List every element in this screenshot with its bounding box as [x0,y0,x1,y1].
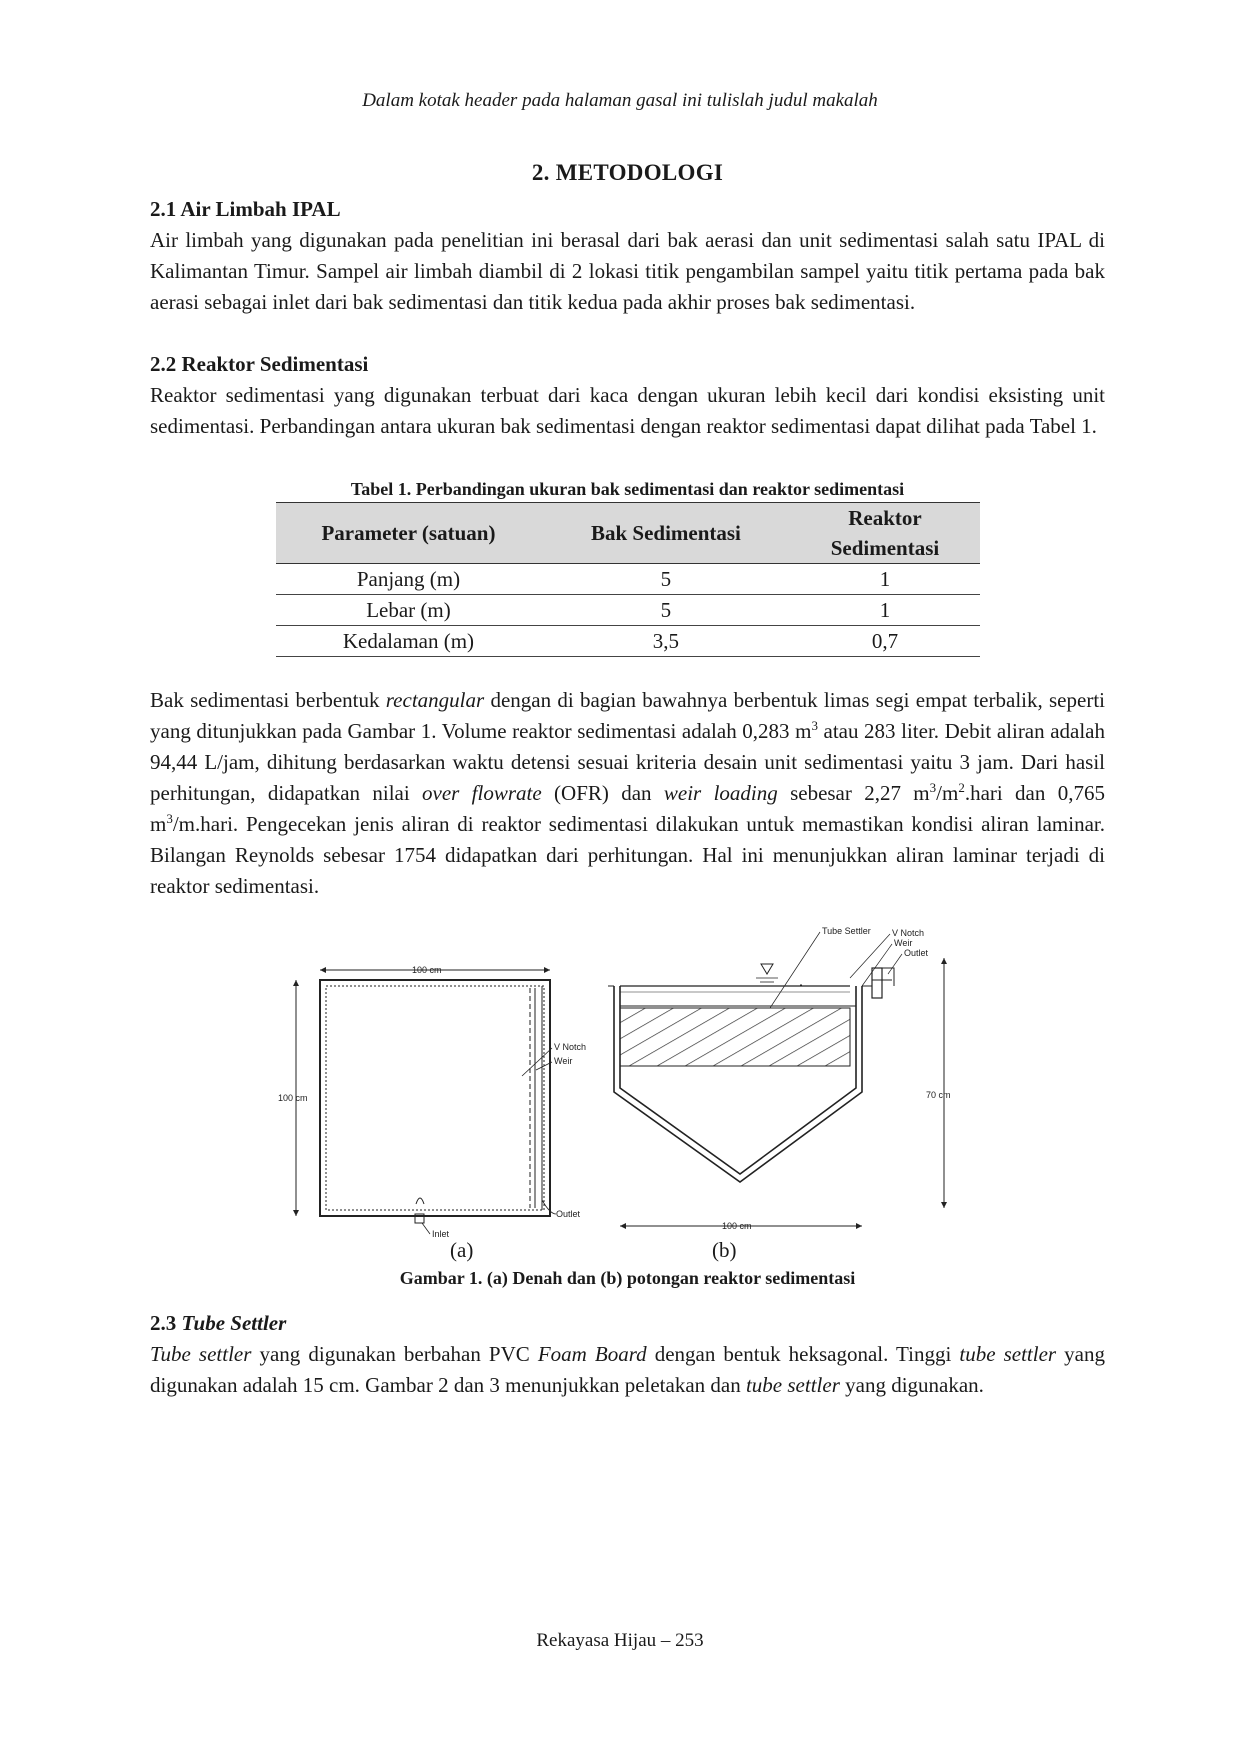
tube-settler-label-b: Tube Settler [822,926,871,936]
table-cell: 5 [541,595,790,626]
subsection-heading-2-1: 2.1 Air Limbah IPAL [150,197,341,221]
subsection-heading-2-3: 2.3 Tube Settler [150,1311,287,1335]
table-cell: 5 [541,564,790,595]
subfigure-label-a: (a) [450,1238,474,1262]
table-row [276,564,980,595]
paragraph-2-2: Reaktor sedimentasi yang digunakan terbuat dari kaca dengan ukuran lebih kecil dari kondisi eksisting unit sedimentasi. Perbandingan antara ukuran bak sedimentasi dengan reaktor sedimentasi dapat dilihat pada Tabel 1. [150,383,1105,438]
main-content [150,160,1105,1401]
width-label-a: 100 cm [412,965,442,975]
table-cell: 0,7 [790,626,979,657]
table-cell: Kedalaman (m) [276,626,542,657]
subsection-heading-2-2: 2.2 Reaktor Sedimentasi [150,352,369,376]
height-label-b: 70 cm [926,1090,951,1100]
plan-view-a [278,965,586,1239]
inlet-label-a: Inlet [432,1229,450,1239]
outlet-label-a: Outlet [556,1209,581,1219]
table-caption: Tabel 1. Perbandingan ukuran bak sedimentasi dan reaktor sedimentasi [350,479,905,499]
subfigure-label-b: (b) [712,1238,737,1262]
running-header: Dalam kotak header pada halaman gasal ini tulislah judul makalah [362,90,878,111]
table-cell: 1 [790,564,979,595]
section-title: 2. METODOLOGI [531,160,724,185]
page-footer: Rekayasa Hijau – 253 [536,1630,704,1651]
section-view-b [608,926,951,1231]
weir-label-b: Weir [894,938,913,948]
paragraph-2-3: Tube settler yang digunakan berbahan PVC Foam Board dengan bentuk heksagonal. Tinggi tube settler yang digunakan adalah 15 cm. Gambar 2 dan 3 menunjukkan peletakan dan tube settler yang digunakan. [150,1342,1105,1397]
reactor-drawings [150,926,1105,1268]
table-cell: Panjang (m) [276,564,542,595]
table-header-cell: Reaktor Sedimentasi [790,503,979,564]
vnotch-label-a: V Notch [554,1042,587,1052]
table-cell: 1 [790,595,979,626]
table-header-cell: Parameter (satuan) [276,503,542,564]
outlet-label-b: Outlet [904,948,929,958]
figure-caption: Gambar 1. (a) Denah dan (b) potongan reaktor sedimentasi [399,1268,856,1288]
table-row [276,626,980,657]
width-label-b: 100 cm [722,1221,752,1231]
height-label-a: 100 cm [278,1093,308,1103]
table-header-row [276,503,980,564]
table-row [276,595,980,626]
weir-label-a: Weir [554,1056,573,1066]
table-cell: Lebar (m) [276,595,542,626]
paragraph-2-1: Air limbah yang digunakan pada penelitian ini berasal dari bak aerasi dan unit sedimentasi salah satu IPAL di Kalimantan Timur. Sampel air limbah diambil di 2 lokasi titik pengambilan sampel yaitu titik pertama pada bak aerasi sebagai inlet dari bak sedimentasi dan titik kedua pada akhir proses bak sedimentasi. [150,228,1105,314]
vnotch-label-b: V Notch [892,928,925,938]
paragraph-reactor-details: Bak sedimentasi berbentuk rectangular dengan di bagian bawahnya berbentuk limas segi empat terbalik, seperti yang ditunjukkan pada Gambar 1. Volume reaktor sedimentasi adalah 0,283 $m^3$ atau 283 liter. Debit aliran adalah 94,44 L/jam, dihitung berdasarkan waktu detensi sesuai kriteria desain unit sedimentasi yaitu 3 jam. Dari hasil perhitungan, didapatkan nilai over flowrate (OFR) dan weir loading sebesar 2,27 $m^3/m^2.hari$ dan 0,765 $m^3/m.hari$. Pengecekan jenis aliran di reaktor sedimentasi dilakukan untuk memastikan kondisi aliran laminar. Bilangan Reynolds sebesar 1754 didapatkan dari perhitungan. Hal ini menunjukkan aliran laminar terjadi di reaktor sedimentasi. [150,688,1105,898]
comparison-table [276,502,980,657]
table-header-cell: Bak Sedimentasi [541,503,790,564]
table-cell: 3,5 [541,626,790,657]
figure-1 [150,926,1105,1308]
